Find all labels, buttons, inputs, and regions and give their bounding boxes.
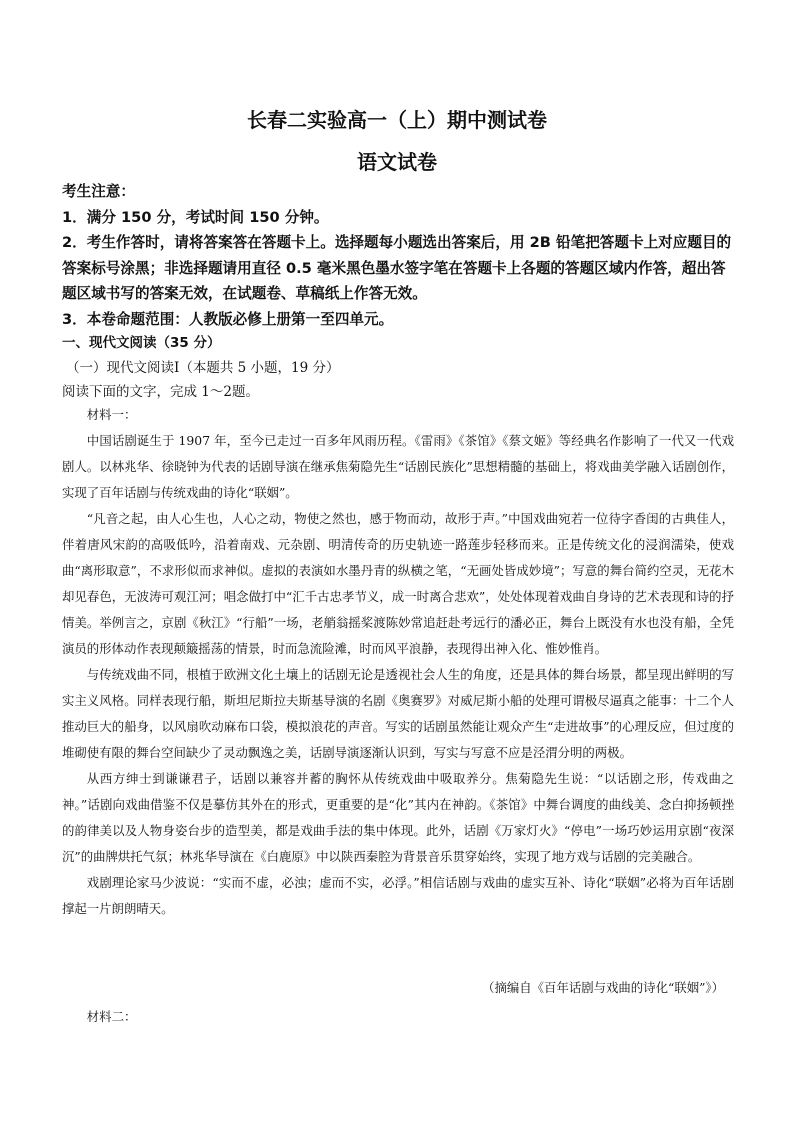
exam-title: 长春二实验高一（上）期中测试卷 xyxy=(247,108,547,132)
notice-item: 3．本卷命题范围：人教版必修上册第一至四单元。 xyxy=(62,310,394,328)
paragraph: 与传统戏曲不同，根植于欧洲文化土壤上的话剧无论是透视社会人生的角度，还是具体的舞台场景，都呈现出鲜明的写实主义风格。同样表现行船，斯坦尼斯拉夫斯基导演的名剧《奥赛罗》对威尼斯小船的处理可谓极尽逼真之能事：十二个人推动巨大的船身，以风扇吹动麻布口袋，模拟浪花的声音。写实的话剧虽然能让观众产生“走进故事”的心理反应，但过度的堆砌使有限的舞台空间缺少了灵动飘逸之美，话剧导演逐渐认识到，写实与写意不应是泾渭分明的两极。 xyxy=(62,667,734,760)
notice-block xyxy=(62,179,734,332)
notice-item: 2．考生作答时，请将答案答在答题卡上。选择题每小题选出答案后，用 2B 铅笔把答题卡上对应题目的答案标号涂黑；非选择题请用直径 0.5 毫米黑色墨水签字笔在答题卡上各题的答题区域内作答，超出答题区域书写的答案无效，在试题卷、草稿纸上作答无效。 xyxy=(62,234,732,302)
material-source: （摘编自《百年话剧与戏曲的诗化“联姻”》） xyxy=(482,980,724,995)
notice-label: 考生注意： xyxy=(62,183,135,200)
paragraph: 中国话剧诞生于 1907 年，至今已走过一百多年风雨历程。《雷雨》《茶馆》《蔡文姬》等经典名作影响了一代又一代戏剧人。以林兆华、徐晓钟为代表的话剧导演在继承焦菊隐先生“话剧民族化”思想精髓的基础上，将戏曲美学融入话剧创作，实现了百年话剧与传统戏曲的诗化“联姻”。 xyxy=(62,433,734,500)
section-subheading: （一）现代文阅读Ⅰ（本题共 5 小题，19 分） xyxy=(66,360,340,376)
paragraph: 戏剧理论家马少波说：“实而不虚，必浊；虚而不实，必浮。”相信话剧与戏曲的虚实互补、诗化“联姻”必将为百年话剧撑起一片朗朗晴天。 xyxy=(62,875,734,916)
material-one xyxy=(62,402,734,922)
material-label: 材料二： xyxy=(86,1009,137,1024)
paragraph: 从西方绅士到谦谦君子，话剧以兼容并蓄的胸怀从传统戏曲中吸取养分。焦菊隐先生说：“以话剧之形，传戏曲之神。”话剧向戏曲借鉴不仅是摹仿其外在的形式，更重要的是“化”其内在神韵。《茶馆》中舞台调度的曲线美、念白抑扬顿挫的韵律美以及人物身姿台步的造型美，都是戏曲手法的集中体现。此外，话剧《万家灯火》“停电”一场巧妙运用京剧“夜深沉”的曲牌烘托气氛；林兆华导演在《白鹿原》中以陕西秦腔为背景音乐贯穿始终，实现了地方戏与话剧的完美融合。 xyxy=(62,771,734,864)
notice-item: 1．满分 150 分，考试时间 150 分钟。 xyxy=(62,208,329,226)
material-label: 材料一： xyxy=(86,407,137,422)
material-two xyxy=(62,1004,734,1030)
exam-subtitle: 语文试卷 xyxy=(357,150,437,174)
section-heading: 一、现代文阅读（35 分） xyxy=(62,335,221,351)
paragraph: “凡音之起，由人心生也，人心之动，物使之然也，感于物而动，故形于声。”中国戏曲宛若一位待字香闺的古典佳人，伴着唐风宋韵的高吸低吟，沿着南戏、元杂剧、明清传奇的历史轨迹一路莲步轻移而来。正是传统文化的浸润濡染，使戏曲“离形取意”，不求形似而求神似。虚拟的表演如水墨丹青的纵横之笔，“无画处皆成妙境”；写意的舞台简约空灵，无花木却见春色，无波涛可观江河；唱念做打中“汇千古忠孝节义，成一时离合悲欢”，处处体现着戏曲自身诗的艺术表现和诗的抒情美。举例言之，京剧《秋江》“行船”一场，老艄翁摇桨渡陈妙常追赶赴考远行的潘必正，舞台上既没有水也没有船，全凭演员的形体动作表现颠簸摇荡的情景，时而急流险滩，时而风平浪静，表现得出神入化、惟妙惟肖。 xyxy=(62,511,734,656)
reading-instruction: 阅读下面的文字，完成 1～2题。 xyxy=(62,384,259,400)
